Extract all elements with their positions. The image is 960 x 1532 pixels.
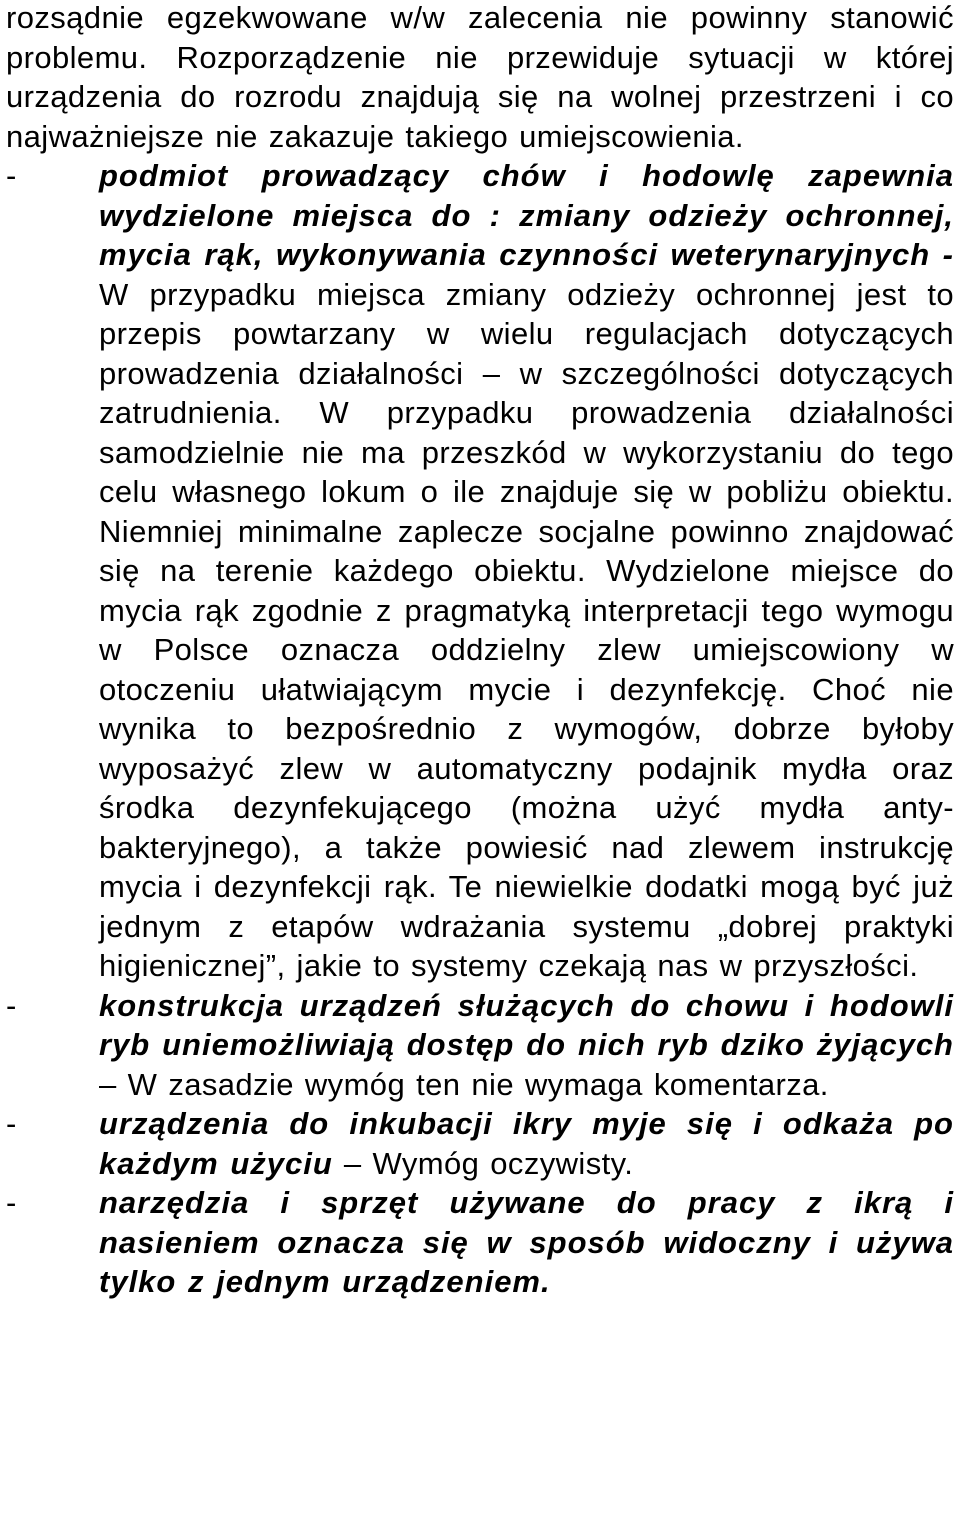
- intro-paragraph: rozsądnie egzekwowane w/w zalecenia nie powinny stanowić problemu. Rozporządzenie nie przewiduje sytuacji w której urządzenia do rozrodu znajdują się na wolnej przestrzeni i co najważniejsze nie zakazuje takiego umiejscowienia.: [6, 0, 954, 154]
- bullet-heading: podmiot prowadzący chów i hodowlę zapewnia wydzielone miejsca do : zmiany odzieży ochronnej, mycia rąk, wykonywania czynności weterynaryjnych -: [99, 158, 954, 272]
- document-page: [6, 0, 954, 1302]
- bullet-heading: konstrukcja urządzeń służących do chowu i hodowli ryb uniemożliwiają dostęp do nich ryb dziko żyjących: [99, 987, 954, 1062]
- bullet-item-incubation-cleaning: [6, 1104, 954, 1183]
- bullet-body: – W zasadzie wymóg ten nie wymaga komentarza.: [99, 1066, 829, 1102]
- bullet-item-wild-fish-access: [6, 986, 954, 1105]
- bullet-dash: -: [6, 1185, 17, 1220]
- bullet-body: – Wymóg oczywisty.: [343, 1145, 634, 1181]
- bullet-heading: urządzenia do inkubacji ikry myje się i odkaża po każdym użyciu: [99, 1106, 954, 1181]
- bullet-dash: -: [6, 1106, 17, 1141]
- bullet-body: W przypadku miejsca zmiany odzieży ochronnej jest to przepis powtarzany w wielu regulacjach dotyczących prowadzenia działalności – w szczególności dotyczących zatrudnienia. W przypadku prowadzenia działalności samodzielnie nie ma przeszkód w wykorzystaniu do tego celu własnego lokum o ile znajduje się w pobliżu obiektu. Niemniej minimalne zaplecze socjalne powinno znajdować się na terenie każdego obiektu. Wydzielone miejsce do mycia rąk zgodnie z pragmatyką interpretacji tego wymogu w Polsce oznacza oddzielny zlew umiejscowiony w otoczeniu ułatwiającym mycie i dezynfekcję. Choć nie wynika to bezpośrednio z wymogów, dobrze byłoby wyposażyć zlew w automatyczny podajnik mydła oraz środka dezynfekującego (można użyć mydła anty-bakteryjnego), a także powiesić nad zlewem instrukcję mycia i dezynfekcji rąk. Te niewielkie dodatki mogą być już jednym z etapów wdrażania systemu „dobrej praktyki higienicznej”, jakie to systemy czekają nas w przyszłości.: [99, 276, 954, 983]
- bullet-item-protective-areas: [6, 156, 954, 986]
- bullet-heading: narzędzia i sprzęt używane do pracy z ikrą i nasieniem oznacza się w sposób widoczny i używa tylko z jednym urządzeniem.: [99, 1185, 954, 1299]
- bullet-dash: -: [6, 158, 17, 193]
- bullet-item-tool-marking: [6, 1183, 954, 1302]
- bullet-dash: -: [6, 987, 17, 1023]
